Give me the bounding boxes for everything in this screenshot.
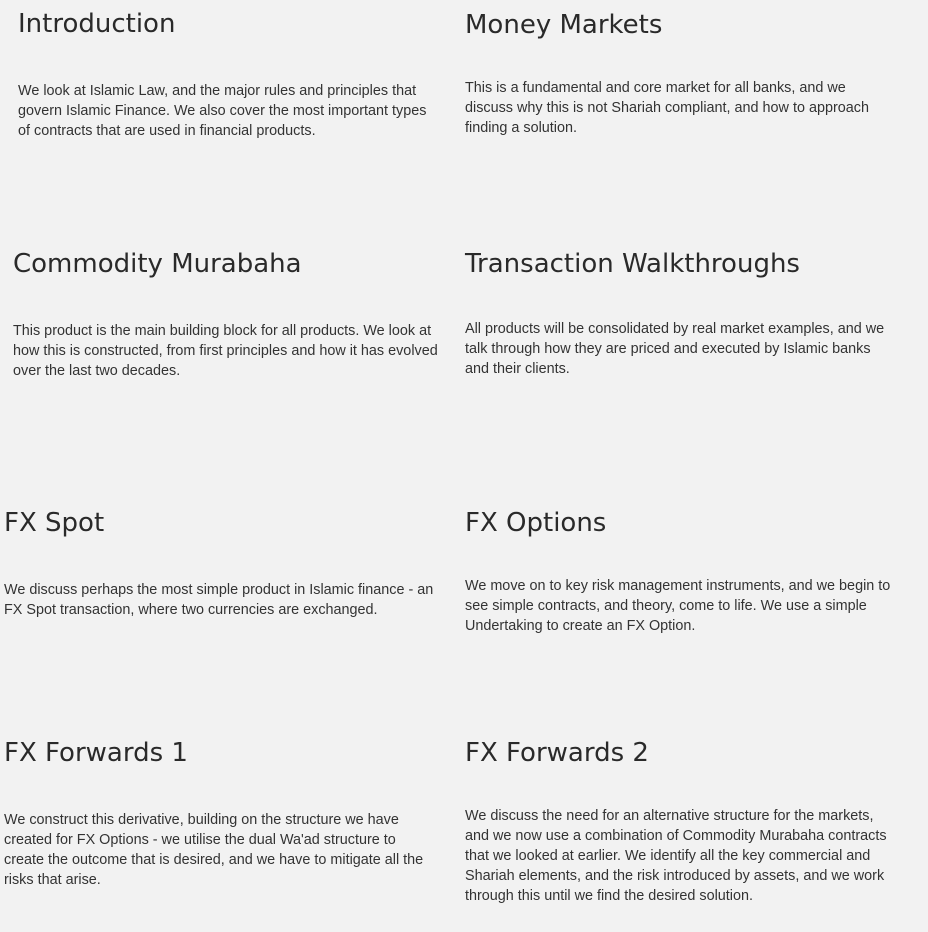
section-title: FX Spot xyxy=(4,508,105,538)
section-money-markets xyxy=(465,9,895,136)
section-description: We look at Islamic Law, and the major rules and principles that govern Islamic Finance. We also cover the most important types of contracts that are used in financial products. xyxy=(18,83,427,139)
section-title: Commodity Murabaha xyxy=(13,249,302,279)
section-fx-options xyxy=(465,507,895,634)
section-description: This product is the main building block for all products. We look at how this is constructed, from first principles and how it has evolved over the last two decades. xyxy=(13,323,438,379)
section-title: Introduction xyxy=(18,9,176,39)
section-description: All products will be consolidated by real market examples, and we talk through how they are priced and executed by Islamic banks and their clients. xyxy=(465,321,885,377)
section-title: Transaction Walkthroughs xyxy=(465,249,800,279)
section-title: FX Forwards 1 xyxy=(4,738,188,768)
section-transaction-walkthroughs xyxy=(465,248,895,377)
section-description: We discuss the need for an alternative structure for the markets, and we now use a combination of Commodity Murabaha contracts that we looked at earlier. We identify all the key commercial and Shariah elements, and the risk introduced by assets, and we work through this until we find the desired solution. xyxy=(465,808,887,904)
section-fx-spot xyxy=(4,507,444,618)
section-title: FX Options xyxy=(465,508,607,538)
section-title: Money Markets xyxy=(465,10,663,40)
section-description: We discuss perhaps the most simple product in Islamic finance - an FX Spot transaction, where two currencies are exchanged. xyxy=(4,582,434,618)
section-commodity-murabaha xyxy=(13,248,443,379)
section-description: This is a fundamental and core market for all banks, and we discuss why this is not Shariah compliant, and how to approach finding a solution. xyxy=(465,80,869,136)
section-description: We move on to key risk management instruments, and we begin to see simple contracts, and theory, come to life. We use a simple Undertaking to create an FX Option. xyxy=(465,578,891,634)
section-introduction xyxy=(18,8,438,139)
section-title: FX Forwards 2 xyxy=(465,738,649,768)
section-fx-forwards-1 xyxy=(4,737,434,888)
section-description: We construct this derivative, building on the structure we have created for FX Options - we utilise the dual Wa'ad structure to create the outcome that is desired, and we have to mitigate all the risks that arise. xyxy=(4,812,424,888)
section-fx-forwards-2 xyxy=(465,737,895,904)
